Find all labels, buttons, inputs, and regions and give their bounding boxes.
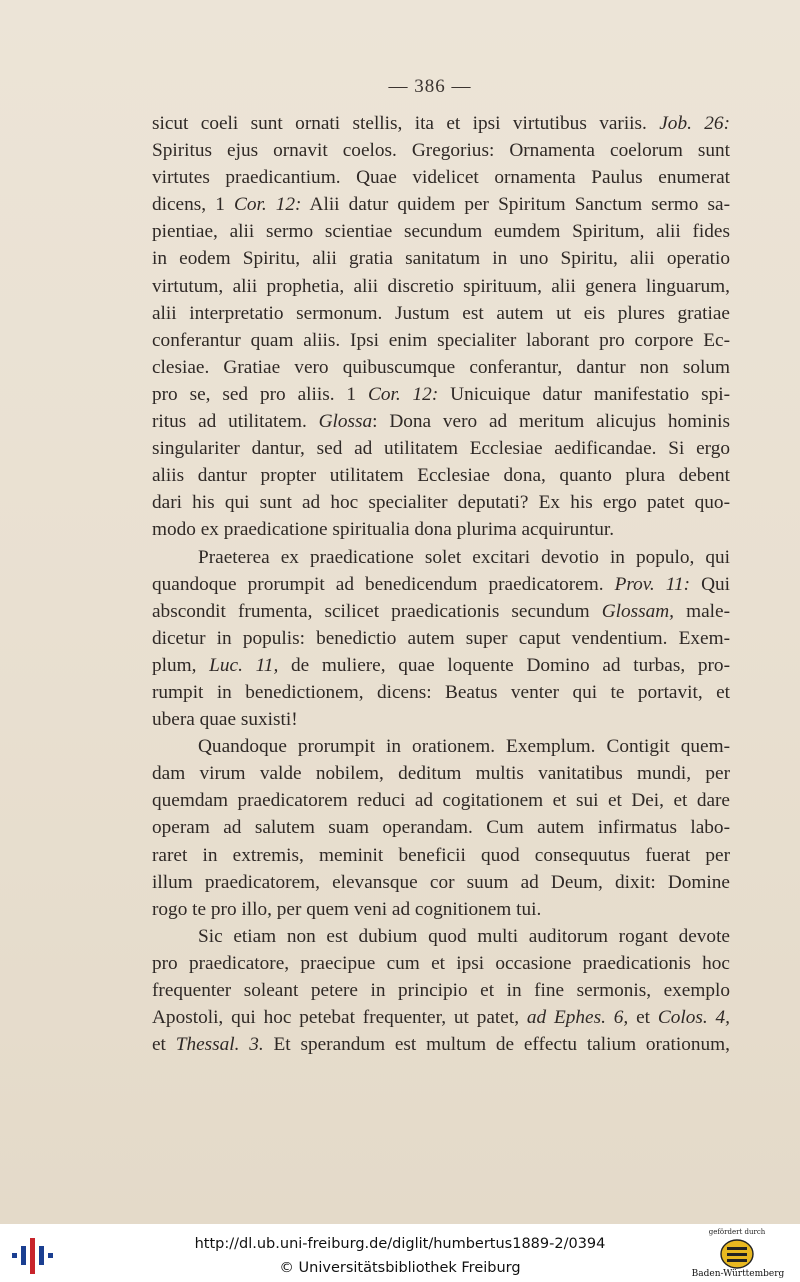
italic-reference: Thessal. 3. (175, 1034, 264, 1056)
text-run: Qui (690, 573, 730, 595)
italic-reference: Cor. 12: (367, 383, 439, 405)
text-run: pro praedicatore, praecipue cum et ipsi occasione praedicationis hoc (152, 952, 730, 974)
italic-reference: Cor. 12: (233, 194, 302, 216)
text-line (152, 137, 730, 164)
text-run: raret in extremis, meminit beneficii quod consequutus fuerat per (152, 844, 730, 866)
text-line (152, 354, 730, 381)
copyright-notice: © Universitätsbibliothek Freiburg (279, 1260, 521, 1276)
text-line (152, 164, 730, 191)
text-run: dam virum valde nobilem, deditum multis vanitatibus mundi, per (152, 763, 730, 785)
text-line (152, 462, 730, 489)
text-run: conferantur quam aliis. Ipsi enim specialiter laborant pro corpore Ec- (152, 329, 730, 351)
text-run: singulariter dantur, sed ad utilitatem Ecclesiae aedificandae. Si ergo (152, 438, 730, 460)
text-run: quandoque prorumpit ad benedicendum praedicatorem. (152, 573, 615, 595)
text-line (152, 706, 730, 733)
text-run: et (628, 1007, 658, 1029)
text-run: Praeterea ex praedicatione solet excitari devotio in populo, qui (198, 546, 730, 568)
text-line (152, 327, 730, 354)
text-run: rogo te pro illo, per quem veni ad cognitionem tui. (152, 898, 542, 920)
sponsor-label: gefördert durch (708, 1228, 766, 1236)
text-line (152, 787, 730, 814)
text-line (152, 679, 730, 706)
text-run: Spiritus ejus ornavit coelos. Gregorius: Ornamenta coelorum sunt (152, 140, 730, 162)
text-line (152, 625, 730, 652)
text-line (152, 1004, 730, 1031)
text-line (152, 300, 730, 327)
text-line (152, 950, 730, 977)
text-run: Sic etiam non est dubium quod multi auditorum rogant devote (198, 925, 730, 947)
italic-reference: Job. 26: (659, 113, 730, 134)
text-line (152, 191, 730, 218)
text-line (152, 923, 730, 950)
text-run: dicetur in populis: benedictio autem super caput vendentium. Exem- (152, 627, 730, 649)
text-line (152, 814, 730, 841)
text-run: Et sperandum est multum de effectu talium orationum, (263, 1034, 730, 1056)
text-line (152, 652, 730, 679)
text-line (152, 245, 730, 272)
text-line (152, 273, 730, 300)
text-run: illum praedicatorem, elevansque cor suum ad Deum, dixit: Domine (152, 871, 730, 893)
text-run: abscondit frumenta, scilicet praedicationis secundum (152, 600, 602, 622)
text-line (152, 516, 730, 543)
text-line (152, 760, 730, 787)
text-run: modo ex praedicatione spiritualia dona plurima acquiruntur. (152, 519, 615, 541)
permalink-url[interactable]: http://dl.ub.uni-freiburg.de/diglit/humbertus1889-2/0394 (194, 1236, 606, 1252)
italic-reference: Glossam, (601, 600, 675, 622)
italic-reference: Luc. 11, (209, 654, 279, 676)
text-line (152, 435, 730, 462)
text-run: operam ad salutem suam operandam. Cum autem infirmatus labo- (152, 817, 730, 839)
text-run: virtutes praedicantium. Quae videlicet ornamenta Paulus enumerat (152, 167, 730, 189)
text-run: et (152, 1034, 176, 1056)
text-line (152, 977, 730, 1004)
text-line (152, 489, 730, 516)
text-run: virtutum, alii prophetia, alii discretio spirituum, alii genera linguarum, (152, 275, 730, 297)
text-line (152, 842, 730, 869)
italic-reference: Colos. 4, (657, 1007, 730, 1029)
text-run: ritus ad utilitatem. (152, 411, 319, 433)
text-line (152, 598, 730, 625)
text-run: pro se, sed pro aliis. 1 (152, 383, 368, 405)
text-run: aliis dantur propter utilitatem Ecclesiae dona, quanto plura debent (152, 465, 730, 487)
text-run: quemdam praedicatorem reduci ad cogitationem et sui et Dei, et dare (152, 790, 730, 812)
text-run: Quandoque prorumpit in orationem. Exemplum. Contigit quem- (198, 736, 730, 758)
text-run: male- (674, 600, 730, 622)
text-run: in eodem Spiritu, alii gratia sanitatum in uno Spiritu, alii operatio (152, 248, 730, 270)
body-text (152, 110, 730, 1058)
text-run: Apostoli, qui hoc petebat frequenter, ut patet, (152, 1007, 527, 1029)
text-run: ubera quae suxisti! (152, 709, 298, 731)
text-line (152, 571, 730, 598)
text-run: alii interpretatio sermonum. Justum est autem ut eis plures gratiae (152, 302, 730, 324)
text-run: plum, (152, 654, 210, 676)
italic-reference: Prov. 11: (614, 573, 691, 595)
text-run: rumpit in benedictionem, dicens: Beatus venter qui te portavit, et (152, 681, 730, 703)
text-run: Unicuique datur manifestatio spi- (438, 383, 730, 405)
text-run: dicens, 1 (152, 194, 234, 216)
text-line (152, 408, 730, 435)
text-line (152, 381, 730, 408)
italic-reference: Glossa (318, 411, 373, 433)
text-run: : Dona vero ad meritum alicujus hominis (372, 411, 730, 433)
text-line (152, 733, 730, 760)
sponsor-name: Baden-Württemberg (691, 1269, 785, 1279)
text-line (152, 869, 730, 896)
text-line (152, 544, 730, 571)
text-line (152, 1031, 730, 1058)
italic-reference: ad Ephes. 6, (526, 1007, 629, 1029)
text-run: sicut coeli sunt ornati stellis, ita et ipsi virtutibus variis. (152, 113, 660, 134)
text-run: frequenter soleant petere in principio et in fine sermonis, exemplo (152, 980, 730, 1001)
text-line (152, 110, 730, 137)
text-run: clesiae. Gratiae vero quibuscumque conferantur, dantur non solum (152, 356, 730, 378)
text-line (152, 896, 730, 923)
baden-wuerttemberg-emblem-icon (720, 1239, 754, 1269)
text-run: Alii datur quidem per Spiritum Sanctum sermo sa- (301, 194, 730, 216)
text-run: de muliere, quae loquente Domino ad turbas, pro- (278, 654, 730, 676)
text-run: pientiae, alii sermo scientiae secundum eumdem Spiritum, alii fides (152, 221, 730, 243)
text-line (152, 218, 730, 245)
page-number: — 386 — (388, 76, 472, 97)
text-run: dari his qui sunt ad hoc specialiter deputati? Ex his ergo patet quo- (152, 492, 730, 514)
